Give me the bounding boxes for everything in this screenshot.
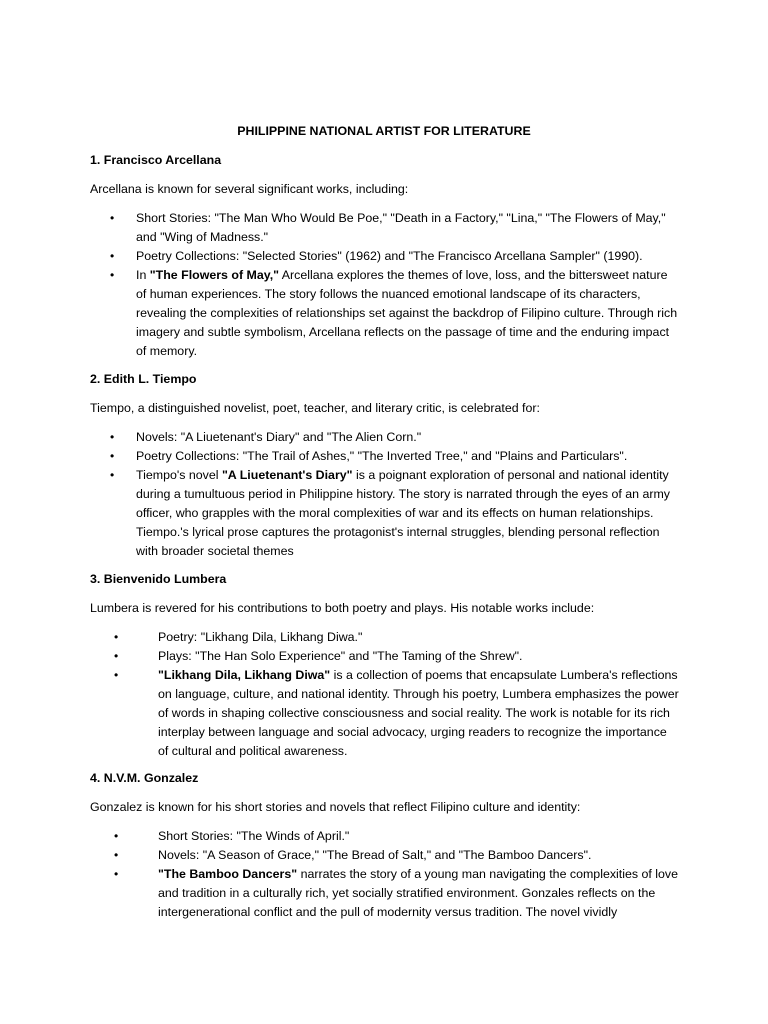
bullet-list-gonzalez bbox=[90, 827, 680, 922]
bullet-icon: • bbox=[114, 668, 119, 682]
bullet-icon: • bbox=[114, 630, 119, 644]
bullet-icon: • bbox=[110, 211, 115, 225]
list-item: • In "The Flowers of May," Arcellana explores the themes of love, loss, and the bittersweet nature of human experiences. The story follows the nuanced emotional landscape of its characters, revealing the complexities of relationships set against the backdrop of Filipino culture. Through rich imagery and subtle symbolism, Arcellana reflects on the passage of time and the enduring impact of memory. bbox=[110, 268, 678, 358]
list-item: • "The Bamboo Dancers" narrates the story of a young man navigating the complexities of love and tradition in a culturally rich, yet socially stratified environment. Gonzales reflects on the intergenerational conflict and the pull of modernity versus tradition. The novel vividly bbox=[114, 867, 679, 919]
bullet-icon: • bbox=[114, 867, 119, 881]
section-intro-lumbera: Lumbera is revered for his contributions to both poetry and plays. His notable works include: bbox=[90, 601, 595, 615]
section-intro-arcellana: Arcellana is known for several significant works, including: bbox=[90, 182, 409, 196]
section-intro-gonzalez: Gonzalez is known for his short stories and novels that reflect Filipino culture and identity: bbox=[90, 800, 581, 814]
bullet-icon: • bbox=[110, 468, 115, 482]
work-title: "The Bamboo Dancers" bbox=[158, 867, 298, 881]
section-heading-gonzalez: 4. N.V.M. Gonzalez bbox=[90, 771, 199, 785]
list-item: • Short Stories: "The Winds of April." bbox=[90, 827, 680, 846]
bullet-icon: • bbox=[114, 848, 119, 862]
section-heading-tiempo: 2. Edith L. Tiempo bbox=[90, 372, 197, 386]
list-item: • "Likhang Dila, Likhang Diwa" is a collection of poems that encapsulate Lumbera's reflections on language, culture, and national identity. Through his poetry, Lumbera emphasizes the power of words in shaping collective consciousness and social reality. The work is notable for its rich interplay between language and social advocacy, urging readers to recognize the importance of cultural and political awareness. bbox=[114, 668, 679, 758]
work-title: "A Liuetenant's Diary" bbox=[221, 468, 353, 482]
list-item: • Plays: "The Han Solo Experience" and "The Taming of the Shrew". bbox=[90, 647, 680, 666]
bullet-icon: • bbox=[114, 829, 119, 843]
list-item: • Poetry: "Likhang Dila, Likhang Diwa." bbox=[90, 628, 680, 647]
bullet-icon: • bbox=[110, 268, 115, 282]
list-item: • Short Stories: "The Man Who Would Be Poe," "Death in a Factory," "Lina," "The Flowers of May," and "Wing of Madness." bbox=[110, 211, 666, 244]
page-title: PHILIPPINE NATIONAL ARTIST FOR LITERATURE bbox=[237, 124, 531, 138]
section-heading-lumbera: 3. Bienvenido Lumbera bbox=[90, 572, 227, 586]
bullet-icon: • bbox=[110, 449, 115, 463]
section-heading-arcellana: 1. Francisco Arcellana bbox=[90, 153, 222, 167]
bullet-icon: • bbox=[110, 430, 115, 444]
list-item: • Poetry Collections: "The Trail of Ashes," "The Inverted Tree," and "Plains and Particulars". bbox=[90, 447, 680, 466]
bullet-icon: • bbox=[114, 649, 119, 663]
bullet-list-tiempo bbox=[90, 428, 680, 561]
list-item: • Tiempo's novel "A Liuetenant's Diary" is a poignant exploration of personal and national identity during a tumultuous period in Philippine history. The story is narrated through the eyes of an army officer, who grapples with the moral complexities of war and its effects on human relationships. Tiempo.'s lyrical prose captures the protagonist's internal struggles, blending personal reflection with broader societal themes bbox=[110, 468, 671, 558]
bullet-list-arcellana bbox=[90, 209, 680, 361]
bullet-list-lumbera bbox=[90, 628, 680, 761]
work-title: "The Flowers of May," bbox=[149, 268, 280, 282]
list-item: • Novels: "A Liuetenant's Diary" and "The Alien Corn." bbox=[90, 428, 680, 447]
list-item: • Poetry Collections: "Selected Stories" (1962) and "The Francisco Arcellana Sampler" (1990). bbox=[90, 247, 680, 266]
list-item: • Novels: "A Season of Grace," "The Bread of Salt," and "The Bamboo Dancers". bbox=[90, 846, 680, 865]
section-intro-tiempo: Tiempo, a distinguished novelist, poet, teacher, and literary critic, is celebrated for: bbox=[90, 401, 540, 415]
work-title: "Likhang Dila, Likhang Diwa" bbox=[158, 668, 331, 682]
bullet-icon: • bbox=[110, 249, 115, 263]
